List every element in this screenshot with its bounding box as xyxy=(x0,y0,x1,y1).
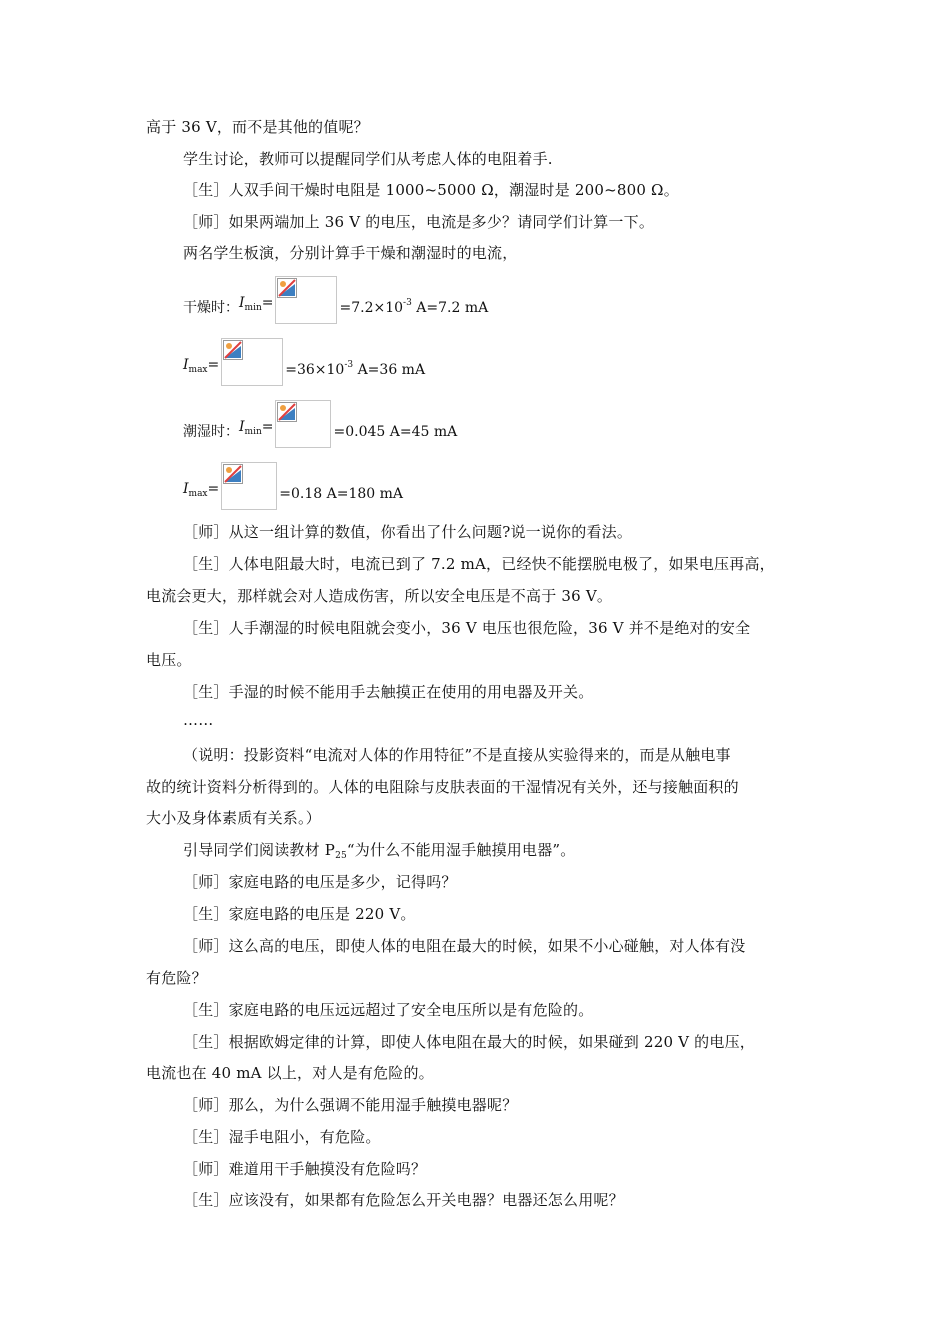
exponent: -3 xyxy=(403,298,412,308)
equation-result: =7.2×10 xyxy=(339,300,404,316)
broken-image-icon xyxy=(277,402,297,422)
current-symbol: I xyxy=(183,481,189,497)
page-subscript: 25 xyxy=(335,851,347,861)
broken-image-icon xyxy=(223,464,243,484)
text-line: 电压。 xyxy=(146,651,192,669)
text-line: ［生］手湿的时候不能用手去触摸正在使用的用电器及开关。 xyxy=(183,683,594,701)
equals-sign: = xyxy=(207,481,220,497)
current-symbol: I xyxy=(183,357,189,373)
text-line: 高于 36 V，而不是其他的值呢？ xyxy=(146,118,369,136)
text-line: ［生］根据欧姆定律的计算，即使人体电阻在最大的时候，如果碰到 220 V 的电压， xyxy=(183,1033,755,1051)
formula-image-placeholder xyxy=(275,276,337,324)
equation-wet-min xyxy=(183,396,457,448)
text-line: 故的统计资料分析得到的。人体的电阻除与皮肤表面的干湿情况有关外，还与接触面积的 xyxy=(146,778,739,796)
subscript: max xyxy=(188,365,208,375)
text-line: ［生］应该没有，如果都有危险怎么开关电器？电器还怎么用呢？ xyxy=(183,1191,624,1209)
text-line: （说明：投影资料“电流对人体的作用特征”不是直接从实验得来的，而是从触电事 xyxy=(183,746,731,764)
formula-image-placeholder xyxy=(275,400,331,448)
formula-image-placeholder xyxy=(221,462,277,510)
text-line: 大小及身体素质有关系。） xyxy=(146,809,321,827)
subscript: max xyxy=(188,489,208,499)
equation-dry-max xyxy=(183,334,425,386)
text-line: ［生］家庭电路的电压是 220 V。 xyxy=(183,905,416,923)
broken-image-icon xyxy=(223,340,243,360)
text-line: 有危险？ xyxy=(146,969,207,987)
subscript: min xyxy=(244,427,262,437)
text-line: 电流会更大，那样就会对人造成伤害，所以安全电压是不高于 36 V。 xyxy=(146,587,613,605)
text-line: ［师］从这一组计算的数值，你看出了什么问题?说一说你的看法。 xyxy=(183,523,633,541)
equation-result-unit: A=7.2 mA xyxy=(411,300,489,316)
text-segment: “为什么不能用湿手触摸用电器”。 xyxy=(346,841,576,859)
text-line: ［师］如果两端加上 36 V 的电压，电流是多少？请同学们计算一下。 xyxy=(183,213,655,231)
text-line: ［生］人手潮湿的时候电阻就会变小，36 V 电压也很危险，36 V 并不是绝对的安全 xyxy=(183,619,751,637)
exponent: -3 xyxy=(344,360,354,370)
equation-dry-min xyxy=(183,272,488,324)
equation-wet-max xyxy=(183,458,403,510)
equation-prefix: 干燥时： xyxy=(183,300,239,316)
text-segment: 引导同学们阅读教材 P xyxy=(183,841,336,859)
equation-result: =36×10 xyxy=(285,362,345,378)
text-line: 两名学生板演，分别计算手干燥和潮湿时的电流， xyxy=(183,244,518,262)
current-symbol: I xyxy=(239,295,245,311)
equation-prefix: 潮湿时： xyxy=(183,424,239,440)
text-line: ［师］这么高的电压，即使人体的电阻在最大的时候，如果不小心碰触，对人体有没 xyxy=(183,937,746,955)
current-symbol: I xyxy=(239,419,245,435)
text-line: ［师］家庭电路的电压是多少，记得吗？ xyxy=(183,873,457,891)
text-line: 学生讨论，教师可以提醒同学们从考虑人体的电阻着手. xyxy=(183,150,553,168)
text-line: ［师］那么，为什么强调不能用湿手触摸电器呢？ xyxy=(183,1096,518,1114)
equals-sign: = xyxy=(261,295,274,311)
equals-sign: = xyxy=(261,419,274,435)
text-line: ［师］难道用干手触摸没有危险吗？ xyxy=(183,1160,427,1178)
equation-result: =0.045 A=45 mA xyxy=(333,424,458,440)
equation-result: =0.18 A=180 mA xyxy=(279,486,404,502)
broken-image-icon xyxy=(277,278,297,298)
formula-image-placeholder xyxy=(221,338,283,386)
text-line: ［生］人双手间干燥时电阻是 1000~5000 Ω，潮湿时是 200~800 Ω。 xyxy=(183,181,679,199)
text-line: ［生］家庭电路的电压远远超过了安全电压所以是有危险的。 xyxy=(183,1001,594,1019)
text-line: 电流也在 40 mA 以上，对人是有危险的。 xyxy=(146,1064,434,1082)
subscript: min xyxy=(244,303,262,313)
equals-sign: = xyxy=(207,357,220,373)
text-line: ［生］人体电阻最大时，电流已到了 7.2 mA，已经快不能摆脱电极了，如果电压再高， xyxy=(183,555,775,573)
equation-result-unit: A=36 mA xyxy=(353,362,426,378)
text-line xyxy=(183,840,575,860)
ellipsis-line: …… xyxy=(183,711,214,729)
text-line: ［生］湿手电阻小，有危险。 xyxy=(183,1128,381,1146)
